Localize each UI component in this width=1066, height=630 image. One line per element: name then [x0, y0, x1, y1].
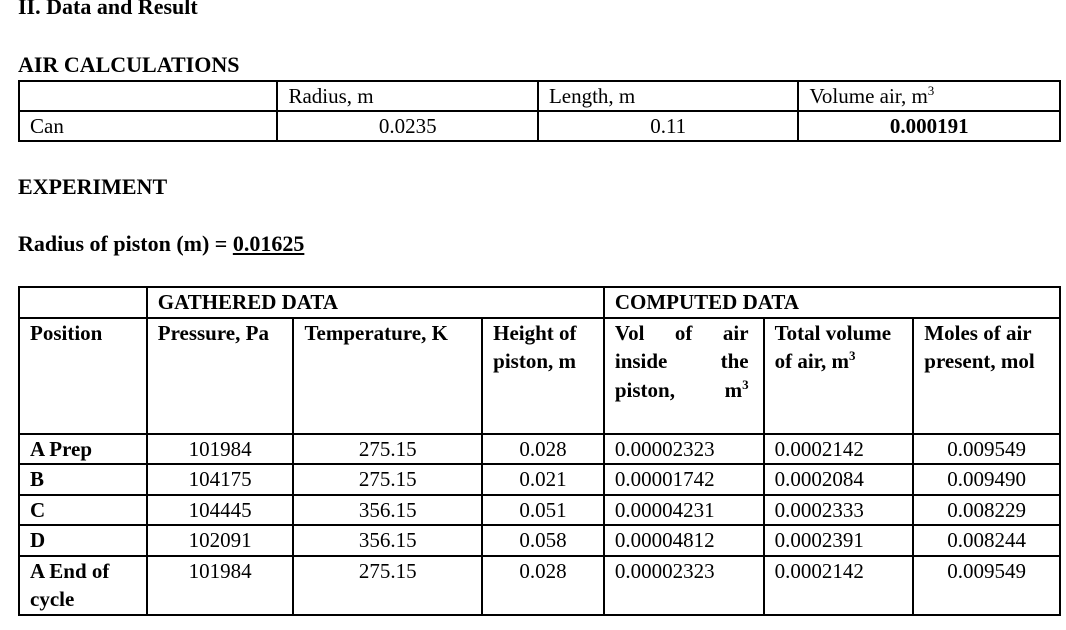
- piston-radius-value: 0.01625: [232, 231, 305, 256]
- cell-pressure: 101984: [147, 434, 294, 465]
- vol-piston-header-text: [615, 319, 763, 405]
- cell-vol-piston: 0.00004812: [604, 525, 764, 556]
- section-title: II. Data and Result: [18, 0, 198, 19]
- cell-total-vol: 0.0002142: [764, 556, 914, 615]
- cell-temperature: 275.15: [293, 556, 482, 615]
- table-row: [19, 525, 1060, 556]
- cell-total-vol: 0.0002142: [764, 434, 914, 465]
- experiment-data-table: [18, 286, 1061, 616]
- cell-total-vol: 0.0002333: [764, 495, 914, 526]
- cell-total-vol: 0.0002084: [764, 464, 914, 495]
- experiment-heading: EXPERIMENT: [18, 174, 168, 199]
- cell-vol-piston: 0.00001742: [604, 464, 764, 495]
- volume-header-text: Volume air, m: [809, 84, 928, 108]
- can-radius: 0.0235: [277, 111, 538, 141]
- total-vol-header-label: Total volume of air, m: [774, 320, 892, 373]
- cell-height: 0.028: [482, 556, 604, 615]
- cell-pressure: 104175: [147, 464, 294, 495]
- can-length: 0.11: [538, 111, 799, 141]
- group-header-row: [19, 287, 1060, 318]
- total-vol-header-exp: 3: [849, 348, 856, 363]
- cell-moles: 0.009549: [913, 434, 1060, 465]
- cell-total-vol: 0.0002391: [764, 525, 914, 556]
- cell-temperature: 356.15: [293, 525, 482, 556]
- cell-temperature: 356.15: [293, 495, 482, 526]
- cell-temperature: 275.15: [293, 464, 482, 495]
- length-header: Length, m: [538, 81, 799, 111]
- cell-height: 0.021: [482, 464, 604, 495]
- can-label: Can: [19, 111, 277, 141]
- piston-radius-label: Radius of piston (m) =: [18, 231, 233, 256]
- cell-vol-piston: 0.00004231: [604, 495, 764, 526]
- total-vol-header: [764, 318, 914, 434]
- can-volume: 0.000191: [798, 111, 1060, 141]
- table-row: [19, 464, 1060, 495]
- vol-piston-header-label: Vol of air inside the piston, m: [614, 320, 749, 402]
- air-header-empty: [19, 81, 277, 111]
- cell-position: D: [19, 525, 147, 556]
- air-calculations-heading: AIR CALCULATIONS: [18, 52, 240, 77]
- cell-moles: 0.008244: [913, 525, 1060, 556]
- temperature-header: Temperature, K: [293, 318, 482, 434]
- cell-position: B: [19, 464, 147, 495]
- table-row: [19, 556, 1060, 615]
- height-header: Height of piston, m: [482, 318, 604, 434]
- cell-vol-piston: 0.00002323: [604, 556, 764, 615]
- air-header-row: [19, 81, 1060, 111]
- radius-header: Radius, m: [277, 81, 538, 111]
- volume-header: [798, 81, 1060, 111]
- computed-data-title: COMPUTED DATA: [604, 287, 1060, 318]
- air-calculations-table: [18, 80, 1061, 142]
- cell-pressure: 104445: [147, 495, 294, 526]
- cell-position: C: [19, 495, 147, 526]
- table-row: [19, 434, 1060, 465]
- table-row: [19, 495, 1060, 526]
- cell-temperature: 275.15: [293, 434, 482, 465]
- pressure-header: Pressure, Pa: [147, 318, 294, 434]
- cell-moles: 0.008229: [913, 495, 1060, 526]
- cell-height: 0.051: [482, 495, 604, 526]
- gathered-data-title: GATHERED DATA: [147, 287, 604, 318]
- moles-header: Moles of air present, mol: [913, 318, 1060, 434]
- cell-moles: 0.009490: [913, 464, 1060, 495]
- cell-height: 0.058: [482, 525, 604, 556]
- cell-pressure: 102091: [147, 525, 294, 556]
- column-header-row: [19, 318, 1060, 434]
- position-header: Position: [19, 318, 147, 434]
- cell-moles: 0.009549: [913, 556, 1060, 615]
- data-rows: [19, 434, 1060, 615]
- group-header-empty: [19, 287, 147, 318]
- piston-radius-line: [18, 231, 304, 257]
- cell-pressure: 101984: [147, 556, 294, 615]
- vol-piston-header: [604, 318, 764, 434]
- vol-piston-header-exp: 3: [742, 376, 749, 392]
- cell-vol-piston: 0.00002323: [604, 434, 764, 465]
- cell-position: A Prep: [19, 434, 147, 465]
- air-data-row: [19, 111, 1060, 141]
- cell-height: 0.028: [482, 434, 604, 465]
- volume-header-exp: 3: [927, 83, 935, 98]
- cell-position: A End of cycle: [19, 556, 147, 615]
